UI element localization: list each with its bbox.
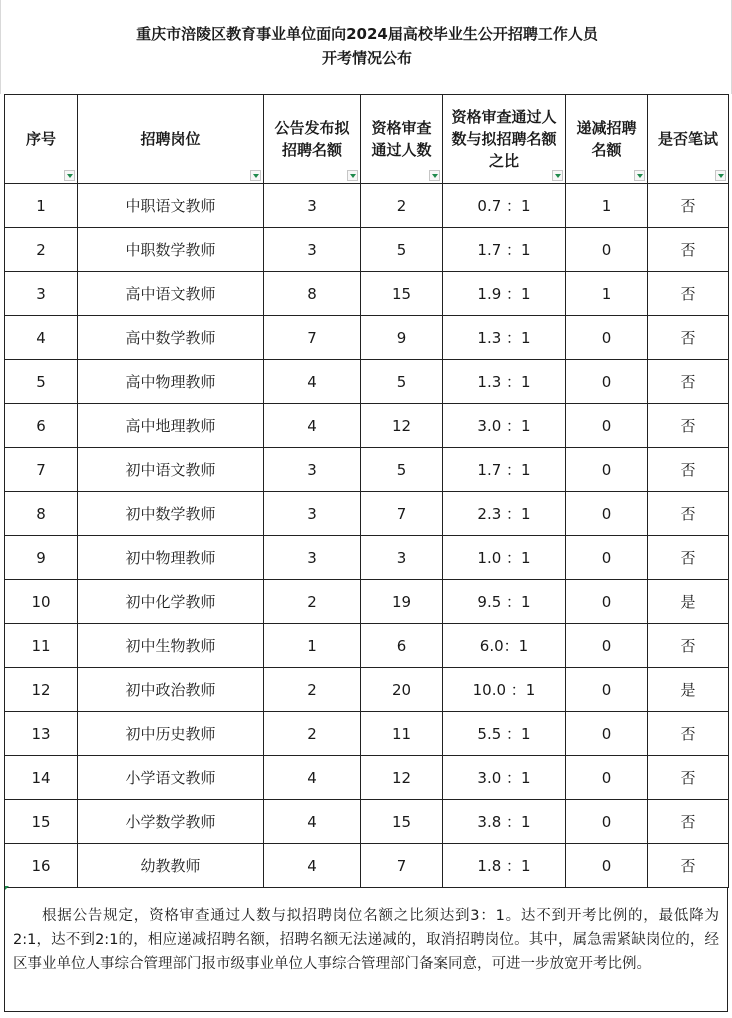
cell-post[interactable]: 初中生物教师 [78,624,264,668]
filter-dropdown-icon[interactable] [347,170,358,181]
cell-ratio[interactable]: 9.5 ：1 [443,580,566,624]
cell-no[interactable]: 11 [5,624,78,668]
cell-quota[interactable]: 1 [264,624,361,668]
cell-ratio[interactable]: 1.7 ：1 [443,448,566,492]
cell-no[interactable]: 10 [5,580,78,624]
cell-reduced[interactable]: 0 [566,404,648,448]
cell-passed[interactable]: 7 [361,492,443,536]
recruitment-table [4,94,729,888]
table-row [5,580,729,624]
cell-passed[interactable]: 3 [361,536,443,580]
cell-post[interactable]: 中职数学教师 [78,228,264,272]
cell-post[interactable]: 初中化学教师 [78,580,264,624]
header-quota [264,95,361,184]
cell-exam[interactable]: 否 [648,316,729,360]
cell-exam[interactable]: 否 [648,492,729,536]
table-body [5,184,729,888]
cell-reduced[interactable]: 0 [566,712,648,756]
cell-no[interactable]: 6 [5,404,78,448]
cell-reduced[interactable]: 0 [566,448,648,492]
table-row [5,360,729,404]
table-row [5,536,729,580]
cell-passed[interactable]: 2 [361,184,443,228]
cell-reduced[interactable]: 0 [566,800,648,844]
table-row [5,316,729,360]
table-row [5,272,729,316]
table-row [5,800,729,844]
header-row [5,95,729,184]
cell-post[interactable]: 高中地理教师 [78,404,264,448]
cell-post[interactable]: 中职语文教师 [78,184,264,228]
header-passed [361,95,443,184]
title-block [0,0,732,94]
header-ratio [443,95,566,184]
cell-reduced[interactable]: 1 [566,184,648,228]
cell-ratio[interactable]: 1.3 ：1 [443,316,566,360]
cell-passed[interactable]: 12 [361,756,443,800]
cell-reduced[interactable]: 0 [566,228,648,272]
cell-ratio[interactable]: 3.0 ：1 [443,756,566,800]
header-label: 递减招聘名额 [576,119,637,159]
cell-reduced[interactable]: 1 [566,272,648,316]
cell-passed[interactable]: 5 [361,448,443,492]
filter-dropdown-icon[interactable] [552,170,563,181]
cell-exam[interactable]: 否 [648,844,729,888]
page-title [1,22,732,70]
cell-no[interactable]: 9 [5,536,78,580]
cell-ratio[interactable]: 10.0 ：1 [443,668,566,712]
cell-passed[interactable]: 5 [361,228,443,272]
cell-no[interactable]: 8 [5,492,78,536]
cell-post[interactable]: 初中政治教师 [78,668,264,712]
cell-quota[interactable]: 7 [264,316,361,360]
cell-no[interactable]: 13 [5,712,78,756]
cell-reduced[interactable]: 0 [566,668,648,712]
filter-dropdown-icon[interactable] [715,170,726,181]
cell-quota[interactable]: 2 [264,668,361,712]
header-exam [648,95,729,184]
title-line-2: 开考情况公布 [321,49,412,67]
cell-reduced[interactable]: 0 [566,536,648,580]
cell-post[interactable]: 初中物理教师 [78,536,264,580]
cell-passed[interactable]: 19 [361,580,443,624]
cell-post[interactable]: 高中物理教师 [78,360,264,404]
cell-ratio[interactable]: 2.3 ：1 [443,492,566,536]
table-row [5,668,729,712]
header-label: 是否笔试 [657,130,718,148]
cell-ratio[interactable]: 1.9 ：1 [443,272,566,316]
cell-ratio[interactable]: 3.8 ：1 [443,800,566,844]
cell-passed[interactable]: 15 [361,272,443,316]
filter-dropdown-icon[interactable] [250,170,261,181]
cell-exam[interactable]: 否 [648,712,729,756]
cell-ratio[interactable]: 1.7 ：1 [443,228,566,272]
cell-post[interactable]: 初中数学教师 [78,492,264,536]
cell-no[interactable]: 4 [5,316,78,360]
cell-passed[interactable]: 20 [361,668,443,712]
cell-quota[interactable]: 4 [264,844,361,888]
header-reduced [566,95,648,184]
cell-quota[interactable]: 2 [264,580,361,624]
cell-no[interactable]: 7 [5,448,78,492]
cell-ratio[interactable]: 1.8 ：1 [443,844,566,888]
table-row [5,492,729,536]
cell-exam[interactable]: 否 [648,756,729,800]
header-post [78,95,264,184]
table-row [5,228,729,272]
cell-exam[interactable]: 是 [648,580,729,624]
cell-passed[interactable]: 6 [361,624,443,668]
cell-passed[interactable]: 12 [361,404,443,448]
cell-reduced[interactable]: 0 [566,492,648,536]
cell-quota[interactable]: 3 [264,448,361,492]
cell-no[interactable]: 12 [5,668,78,712]
cell-no[interactable]: 2 [5,228,78,272]
cell-reduced[interactable]: 0 [566,624,648,668]
cell-post[interactable]: 小学数学教师 [78,800,264,844]
cell-no[interactable]: 14 [5,756,78,800]
filter-dropdown-icon[interactable] [64,170,75,181]
cell-quota[interactable]: 3 [264,536,361,580]
cell-post[interactable]: 初中语文教师 [78,448,264,492]
cell-quota[interactable]: 3 [264,492,361,536]
title-line-1: 重庆市涪陵区教育事业单位面向2024届高校毕业生公开招聘工作人员 [136,25,598,43]
footnote-text: 根据公告规定，资格审查通过人数与拟招聘岗位名额之比须达到3：1。达不到开考比例的，最低降为2:1，达不到2:1的，相应递减招聘名额，招聘名额无法递减的，取消招聘岗位。其中，属急需紧缺岗位的，经区事业单位人事综合管理部门报市级事业单位人事综合管理部门备案同意，可进一步放宽开考比例。 [13,908,719,972]
cell-quota[interactable]: 4 [264,360,361,404]
cell-exam[interactable]: 否 [648,272,729,316]
header-label: 招聘岗位 [140,130,201,148]
footnote-cell [4,888,728,1012]
cell-quota[interactable]: 3 [264,228,361,272]
cell-reduced[interactable]: 0 [566,844,648,888]
cell-quota[interactable]: 2 [264,712,361,756]
table-row [5,624,729,668]
cell-exam[interactable]: 否 [648,536,729,580]
header-label: 公告发布拟招聘名额 [274,119,350,159]
header-no [5,95,78,184]
cell-reduced[interactable]: 0 [566,756,648,800]
cell-reduced[interactable]: 0 [566,360,648,404]
cell-passed[interactable]: 7 [361,844,443,888]
cell-quota[interactable]: 4 [264,756,361,800]
cell-ratio[interactable]: 6.0：1 [443,624,566,668]
cell-ratio[interactable]: 1.3 ：1 [443,360,566,404]
cell-passed[interactable]: 9 [361,316,443,360]
table-row [5,756,729,800]
table-row [5,448,729,492]
cell-exam[interactable]: 否 [648,404,729,448]
cell-no[interactable]: 1 [5,184,78,228]
header-label: 资格审查通过人数 [371,119,432,159]
cell-ratio[interactable]: 0.7 ：1 [443,184,566,228]
cell-reduced[interactable]: 0 [566,580,648,624]
cell-exam[interactable]: 否 [648,184,729,228]
cell-post[interactable]: 高中数学教师 [78,316,264,360]
cell-quota[interactable]: 4 [264,404,361,448]
header-label: 资格审查通过人数与拟招聘名额之比 [451,108,557,170]
cell-quota[interactable]: 8 [264,272,361,316]
cell-post[interactable]: 初中历史教师 [78,712,264,756]
cell-reduced[interactable]: 0 [566,316,648,360]
cell-exam[interactable]: 否 [648,448,729,492]
cell-exam[interactable]: 否 [648,624,729,668]
cell-exam[interactable]: 否 [648,360,729,404]
cell-post[interactable]: 小学语文教师 [78,756,264,800]
filter-dropdown-icon[interactable] [429,170,440,181]
cell-passed[interactable]: 5 [361,360,443,404]
cell-passed[interactable]: 11 [361,712,443,756]
table-row [5,184,729,228]
cell-no[interactable]: 3 [5,272,78,316]
table-row [5,404,729,448]
cell-post[interactable]: 高中语文教师 [78,272,264,316]
cell-post[interactable]: 幼教教师 [78,844,264,888]
cell-ratio[interactable]: 1.0 ：1 [443,536,566,580]
cell-exam[interactable]: 否 [648,800,729,844]
cell-exam[interactable]: 否 [648,228,729,272]
cell-quota[interactable]: 3 [264,184,361,228]
cell-no[interactable]: 5 [5,360,78,404]
cell-no[interactable]: 16 [5,844,78,888]
table-row [5,712,729,756]
cell-ratio[interactable]: 3.0 ：1 [443,404,566,448]
cell-no[interactable]: 15 [5,800,78,844]
cell-ratio[interactable]: 5.5 ：1 [443,712,566,756]
cell-exam[interactable]: 是 [648,668,729,712]
cell-quota[interactable]: 4 [264,800,361,844]
filter-dropdown-icon[interactable] [634,170,645,181]
cell-passed[interactable]: 15 [361,800,443,844]
table-row [5,844,729,888]
header-label: 序号 [25,130,56,148]
